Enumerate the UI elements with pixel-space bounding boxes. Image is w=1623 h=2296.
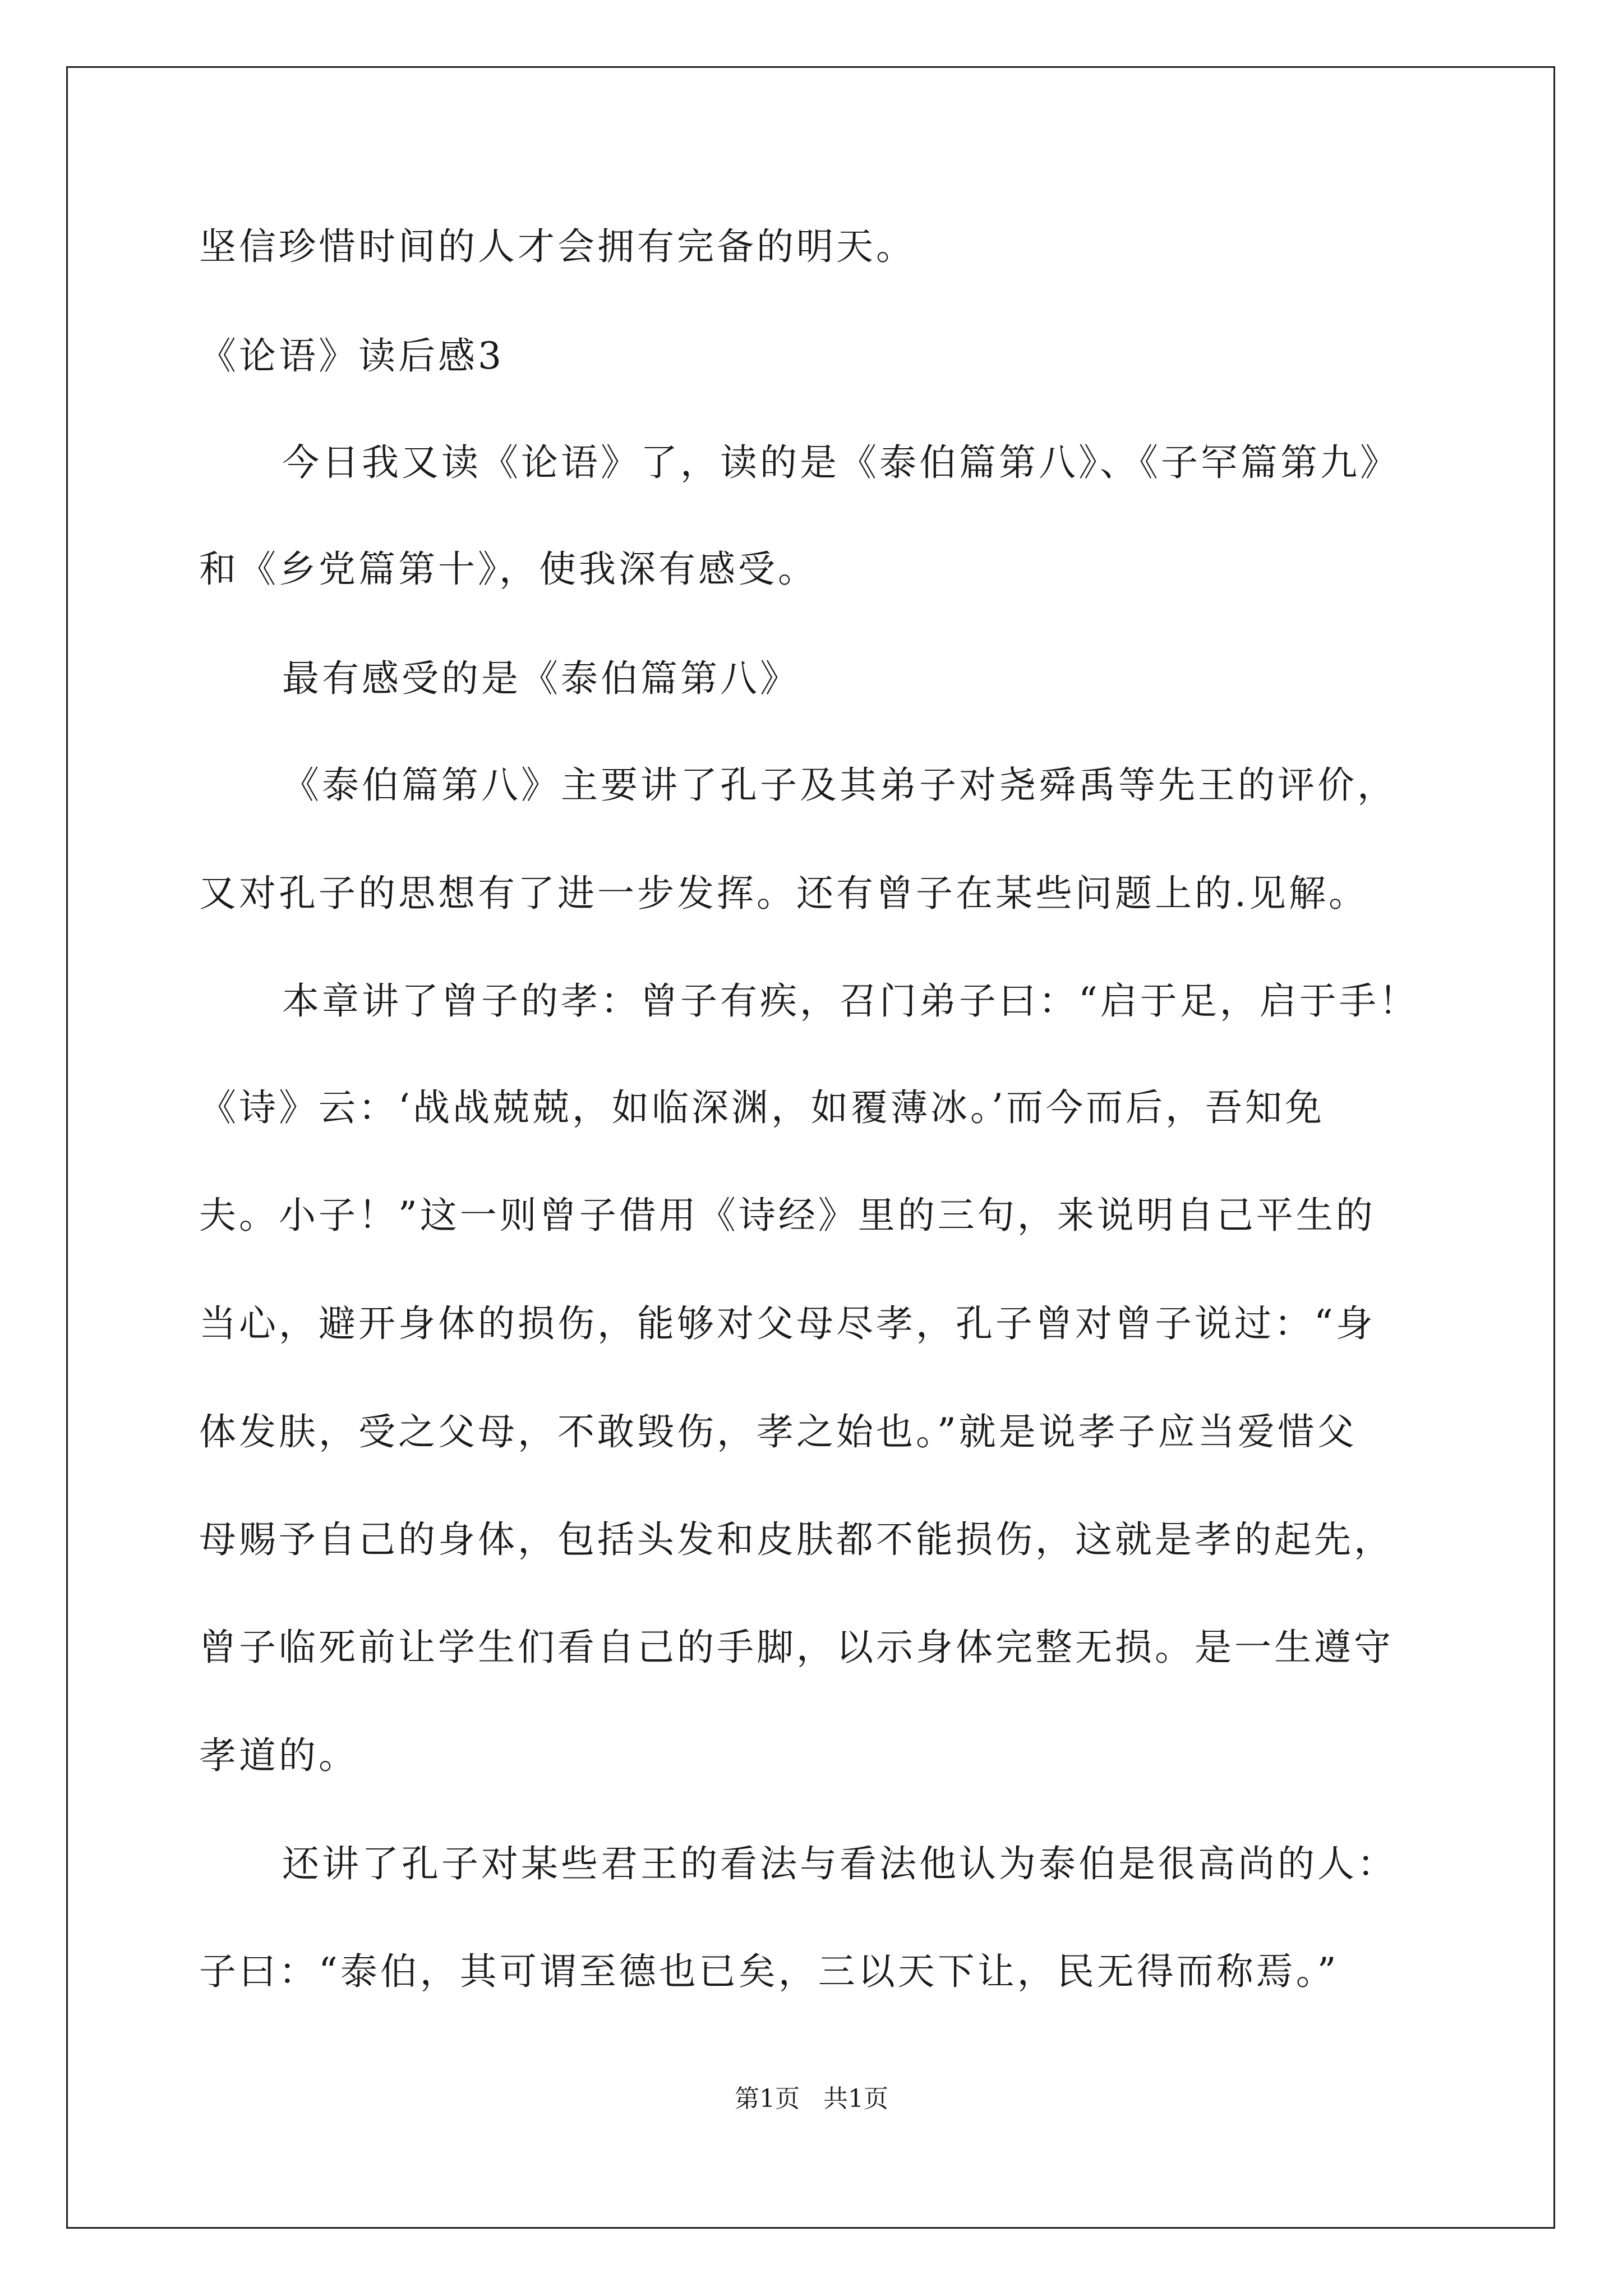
- text-line: 《泰伯篇第八》主要讲了孔子及其弟子对尧舜禹等先王的评价，: [282, 763, 1397, 807]
- text-line: 当心，避开身体的损伤，能够对父母尽孝，孔子曾对曾子说过：“身: [199, 1302, 1376, 1345]
- text-line: 孝道的。: [199, 1734, 358, 1777]
- text-line: 夫。小子！”这一则曾子借用《诗经》里的三句，来说明自己平生的: [199, 1194, 1376, 1237]
- text-line: 最有感受的是《泰伯篇第八》: [282, 657, 800, 700]
- text-line: 《诗》云：‘战战兢兢，如临深渊，如覆薄冰。’而今而后，吾知免: [199, 1086, 1325, 1129]
- page-border: [66, 66, 1555, 2229]
- text-line: 又对孔子的思想有了进一步发挥。还有曾子在某些问题上的.见解。: [199, 872, 1368, 915]
- text-line: 体发肤，受之父母，不敢毁伤，孝之始也。”就是说孝子应当爱惜父: [199, 1410, 1357, 1453]
- text-line: 和《乡党篇第十》，使我深有感受。: [199, 547, 818, 591]
- text-line: 还讲了孔子对某些君王的看法与看法他认为泰伯是很高尚的人：: [282, 1842, 1397, 1885]
- page-footer: 第1页 共1页: [735, 2085, 888, 2113]
- text-line: 子曰：“泰伯，其可谓至德也已矣，三以天下让，民无得而称焉。”: [199, 1950, 1339, 1993]
- text-line: 曾子临死前让学生们看自己的手脚，以示身体完整无损。是一生遵守: [199, 1626, 1394, 1669]
- text-line: 本章讲了曾子的孝：曾子有疾，召门弟子曰：“启于足，启于手！: [282, 979, 1419, 1023]
- section-title: 《论语》读后感3: [199, 334, 504, 378]
- text-line: 坚信珍惜时间的人才会拥有完备的明天。: [199, 225, 916, 268]
- text-line: 今日我又读《论语》了，读的是《泰伯篇第八》、《子罕篇第九》: [282, 441, 1400, 484]
- text-line: 母赐予自己的身体，包括头发和皮肤都不能损伤，这就是孝的起先，: [199, 1518, 1394, 1561]
